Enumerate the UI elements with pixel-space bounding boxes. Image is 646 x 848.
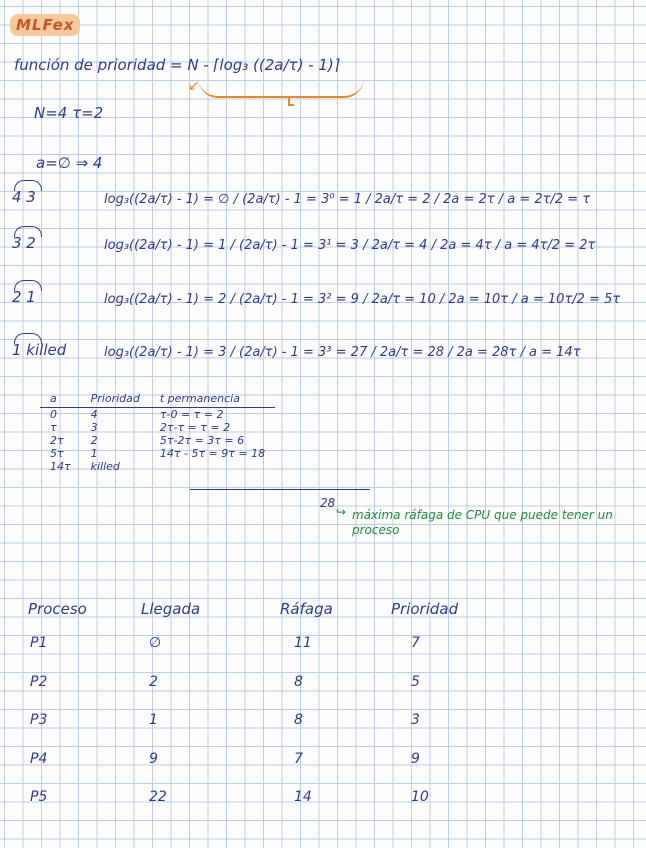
table-cell: 5τ (50, 447, 64, 460)
brace-tick (288, 96, 294, 106)
table-row (28, 778, 522, 817)
column-header: Prioridad (90, 392, 140, 405)
table-cell: 9 (149, 750, 158, 767)
permanence-table (40, 392, 275, 473)
table-row (28, 624, 522, 663)
table-row (28, 663, 522, 702)
derivation-line: log₃((2a/τ) - 1) = 2 / (2a/τ) - 1 = 3² = 9 / 2a/τ = 10 / 2a = 10τ / a = 10τ/2 = 5τ (104, 292, 621, 307)
table-row (28, 740, 522, 779)
page-title: MLFex (16, 16, 75, 34)
table-cell: P2 (30, 673, 48, 690)
table-cell: τ-0 = τ = 2 (159, 408, 224, 421)
table-cell: P4 (30, 750, 48, 767)
derivation-line: log₃((2a/τ) - 1) = 3 / (2a/τ) - 1 = 3³ = 27 / 2a/τ = 28 / 2a = 28τ / a = 14τ (104, 345, 581, 360)
table-cell: 5τ-2τ = 3τ = 6 (159, 434, 245, 447)
derivation-line: log₃((2a/τ) - 1) = ∅ / (2a/τ) - 1 = 3⁰ = 1 / 2a/τ = 2 / 2a = 2τ / a = 2τ/2 = τ (104, 192, 591, 207)
parameters: N=4 τ=2 (34, 104, 104, 122)
priority-formula: función de prioridad = N - ⌈log₃ ((2a/τ) - 1)⌉ (14, 56, 340, 74)
cpu-burst-note: máxima ráfaga de CPU que puede tener un proceso (352, 508, 613, 537)
table-cell: τ (50, 421, 57, 434)
table-cell: P3 (30, 712, 48, 729)
table-header-row (28, 594, 522, 624)
table-cell: 2 (90, 434, 98, 447)
table-cell: 14τ - 5τ = 9τ = 18 (159, 447, 266, 460)
table-row (40, 447, 275, 460)
table-row (40, 408, 275, 422)
table-cell: 9 (411, 750, 420, 767)
table-cell: P5 (30, 789, 48, 806)
table-cell: 8 (294, 712, 303, 729)
table-row (40, 421, 275, 434)
formula-brace (198, 78, 364, 98)
table-cell: 0 (50, 408, 57, 421)
table-cell: 7 (411, 635, 420, 652)
transition-label: 4 3 (12, 188, 36, 206)
table-cell: 2τ-τ = τ = 2 (159, 421, 231, 434)
process-table (28, 594, 522, 817)
table-cell: 14τ (50, 460, 71, 473)
table-cell: killed (90, 460, 120, 473)
column-header: Prioridad (391, 600, 459, 618)
table-cell: 8 (294, 673, 303, 690)
table-cell: 22 (149, 789, 167, 806)
table-cell: 1 (90, 447, 98, 460)
column-header: t permanencia (159, 392, 240, 405)
table-cell: 11 (294, 635, 312, 652)
initial-condition: a=∅ ⇒ 4 (36, 154, 103, 172)
table-cell: 3 (411, 712, 420, 729)
table-cell: 14 (294, 789, 312, 806)
column-header: a (50, 392, 57, 405)
table-row (40, 460, 275, 473)
table-cell: 5 (411, 673, 420, 690)
table-cell: 3 (90, 421, 98, 434)
annotation-arrow-icon: ↙ (188, 78, 200, 94)
table-row (28, 701, 522, 740)
table-cell: 4 (90, 408, 98, 421)
table-row (40, 434, 275, 447)
sum-line (190, 489, 370, 490)
table-cell (150, 460, 275, 473)
column-header: Proceso (28, 600, 87, 618)
derivation-line: log₃((2a/τ) - 1) = 1 / (2a/τ) - 1 = 3¹ = 3 / 2a/τ = 4 / 2a = 4τ / a = 4τ/2 = 2τ (104, 238, 596, 253)
table-header-row (40, 392, 275, 408)
table-cell: 10 (411, 789, 429, 806)
note-arrow-icon: ↪ (336, 505, 347, 519)
permanence-total: 28 (320, 496, 336, 510)
table-cell: 2 (149, 673, 158, 690)
table-cell: 2τ (50, 434, 64, 447)
table-cell: 1 (149, 712, 158, 729)
column-header: Llegada (141, 600, 201, 618)
transition-label: 3 2 (12, 234, 36, 252)
table-cell: ∅ (149, 635, 162, 652)
table-cell: P1 (30, 635, 48, 652)
transition-label: 2 1 (12, 288, 36, 306)
transition-label: 1 killed (12, 341, 67, 359)
table-cell: 7 (294, 750, 303, 767)
column-header: Ráfaga (280, 600, 333, 618)
